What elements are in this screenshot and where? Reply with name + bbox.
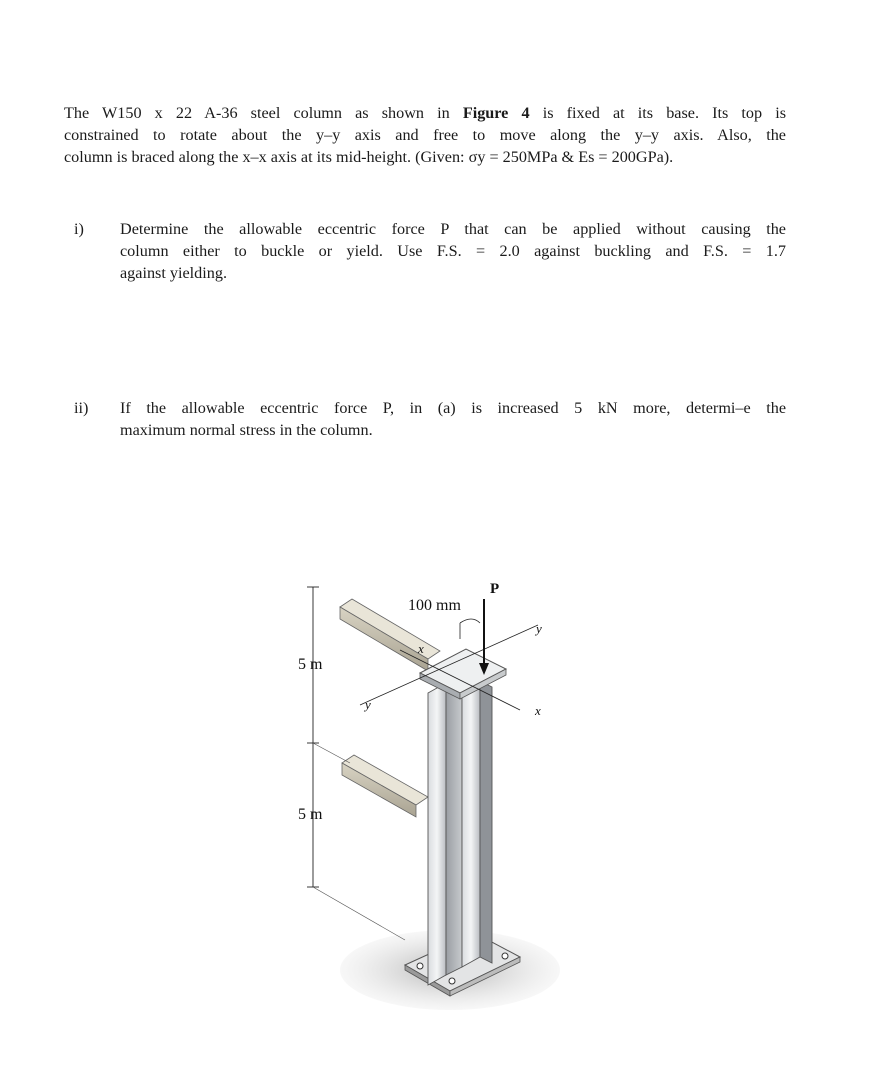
- load-label: P: [490, 581, 500, 597]
- y-axis-right-label: y: [536, 621, 542, 636]
- problem-line-2: constrained to rotate about the y–y axis and free to move along the y–y axis. Also, the: [64, 126, 786, 144]
- eccentricity-label: 100 mm: [408, 597, 461, 614]
- problem-line-3: column is braced along the x–x axis at its mid-height. (Given: σy = 250MPa & Es = 200GPa).: [64, 148, 674, 166]
- question-number: ii): [74, 399, 89, 417]
- extension-line: [313, 743, 350, 763]
- y-axis-left-label: y: [365, 697, 371, 712]
- anchor-bolt-icon: [449, 978, 455, 984]
- x-axis-top-label: x: [418, 641, 424, 656]
- lower-height-label: 5 m: [298, 806, 323, 823]
- question-1-line-2: column either to buckle or yield. Use F.S. = 2.0 against buckling and F.S. = 1.7: [120, 242, 786, 260]
- anchor-bolt-icon: [502, 953, 508, 959]
- w-section-column: [428, 681, 492, 985]
- eccentricity-arc: [460, 619, 480, 623]
- question-2-line-2: maximum normal stress in the column.: [120, 421, 373, 439]
- question-1-line-1: Determine the allowable eccentric force P that can be applied without causing the: [120, 220, 786, 238]
- lower-brace-beam: [342, 755, 428, 817]
- figure-reference: Figure 4: [462, 104, 530, 122]
- extension-line: [313, 887, 405, 940]
- x-axis-right-label: x: [535, 703, 541, 718]
- question-1-line-3: against yielding.: [120, 264, 227, 282]
- column-figure: [280, 565, 580, 1035]
- upper-height-label: 5 m: [298, 656, 323, 673]
- question-2-line-1: If the allowable eccentric force P, in (a) is increased 5 kN more, determi–e the: [120, 399, 786, 417]
- question-number: i): [74, 220, 84, 238]
- problem-statement: [64, 102, 786, 168]
- anchor-bolt-icon: [417, 963, 423, 969]
- problem-line-1: The W150 x 22 A-36 steel column as shown in Figure 4 is fixed at its base. Its top is: [64, 104, 787, 122]
